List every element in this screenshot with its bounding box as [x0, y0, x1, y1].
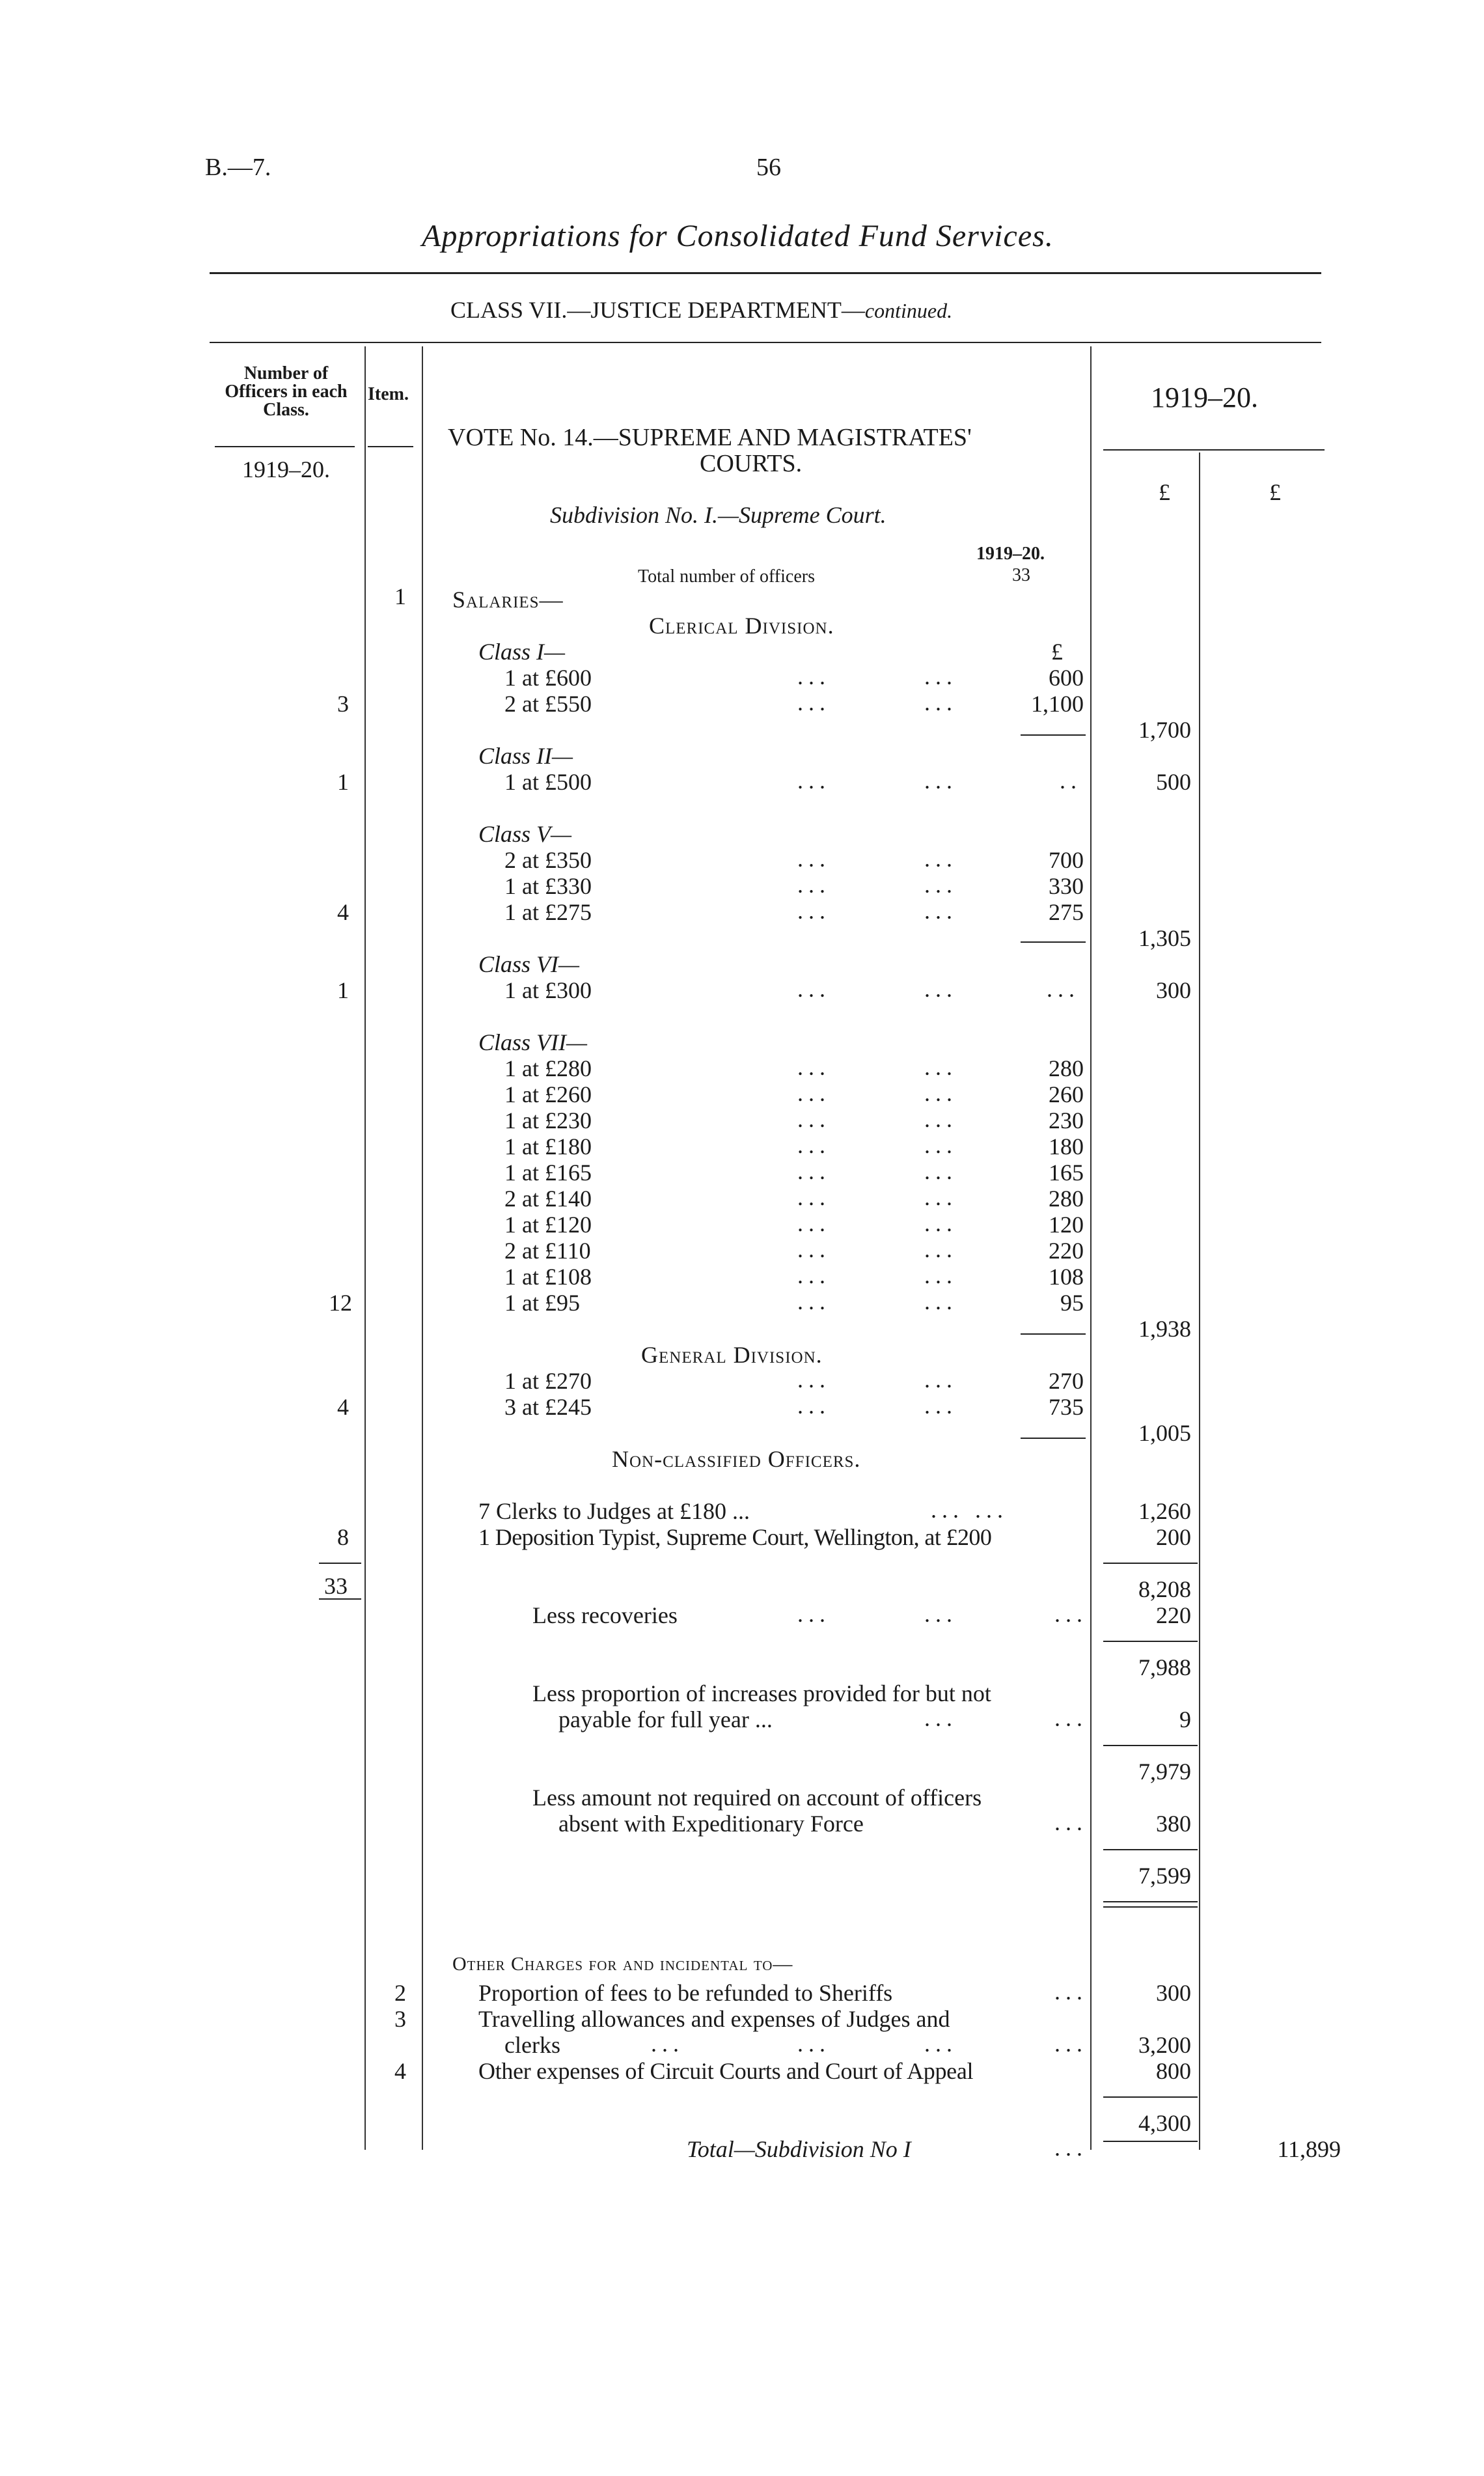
- pound-col-1: £: [1159, 479, 1170, 505]
- leader-dots: ...: [924, 846, 957, 872]
- title-rule: [210, 272, 1321, 274]
- sum-rule: [1103, 1906, 1198, 1908]
- class-1-amount-1: 600: [1049, 665, 1084, 691]
- subdivision-title: Subdivision No. I.—Supreme Court.: [550, 502, 886, 528]
- item-header-rule: [368, 446, 413, 447]
- leader-dots: ...: [797, 1393, 831, 1419]
- leader-dots: ...: [797, 1288, 831, 1315]
- item-number: 1: [394, 583, 406, 609]
- leader-dots: ...: [797, 768, 831, 794]
- item-2-number: 2: [394, 1980, 406, 2006]
- leader-dots: ..: [1060, 768, 1082, 794]
- class-1-count: 3: [337, 691, 349, 717]
- leader-dots: ...: [924, 872, 957, 898]
- item-2-text: Proportion of fees to be refunded to Sheriffs: [478, 1980, 893, 2006]
- leader-dots: ...: [797, 663, 831, 689]
- less-absent-label: Less amount not required on account of officers: [532, 1785, 982, 1811]
- typist-row: 1 Deposition Typist, Supreme Court, Wellington, at £200: [478, 1524, 992, 1550]
- leader-dots: ...: [924, 1367, 957, 1393]
- class-1-row-1: 1 at £600: [504, 665, 592, 691]
- sum-rule: [1021, 1438, 1086, 1439]
- other-charges-heading: Other Charges for and incidental to—: [452, 1953, 793, 1975]
- sum-rule: [1103, 2096, 1198, 2098]
- class-7-amount: 120: [1049, 1212, 1084, 1238]
- leader-dots: ...: [924, 1080, 957, 1106]
- item-2-amount: 300: [1156, 1980, 1191, 2006]
- general-amount-1: 270: [1049, 1368, 1084, 1394]
- class-2-count: 1: [337, 769, 349, 795]
- item-column-header: Item.: [368, 384, 409, 404]
- salaries-subtotal: 8,208: [1138, 1576, 1191, 1602]
- less-recoveries-label: Less recoveries: [532, 1602, 678, 1628]
- item-4-text: Other expenses of Circuit Courts and Court of Appeal: [478, 2058, 974, 2084]
- page-number: 56: [756, 154, 781, 181]
- item-3-text-2: clerks: [504, 2032, 560, 2058]
- page-title: Appropriations for Consolidated Fund Services.: [422, 219, 1054, 253]
- subdivision-total-label: Total—Subdivision No I: [687, 2136, 911, 2162]
- leader-dots: ...: [797, 1158, 831, 1184]
- sum-rule: [1021, 1333, 1086, 1335]
- officers-count-year: 1919–20.: [976, 544, 1045, 564]
- leader-dots: ...: [924, 1158, 957, 1184]
- after-recoveries: 7,988: [1138, 1654, 1191, 1680]
- class-6-row: 1 at £300: [504, 977, 592, 1003]
- less-proportion-label: Less proportion of increases provided for but not: [532, 1680, 991, 1706]
- clerical-heading: Clerical Division.: [649, 613, 834, 639]
- leader-dots: ...: [797, 898, 831, 924]
- total-officers-label: Total number of officers: [638, 566, 815, 587]
- class-7-row: 1 at £230: [504, 1107, 592, 1134]
- class-7-total: 1,938: [1138, 1316, 1191, 1342]
- class-7-amount: 260: [1049, 1081, 1084, 1107]
- item-3-text: Travelling allowances and expenses of Judges and: [478, 2006, 950, 2032]
- officers-header-rule: [215, 446, 355, 447]
- class-6-label: Class VI—: [478, 951, 580, 977]
- leader-dots: ...: [924, 1705, 957, 1731]
- after-proportion: 7,979: [1138, 1759, 1191, 1785]
- class-5-count: 4: [337, 899, 349, 925]
- page-ref: B.—7.: [205, 154, 271, 181]
- class-7-row: 1 at £280: [504, 1055, 592, 1081]
- class-7-row: 2 at £110: [504, 1238, 591, 1264]
- salaries-total: 7,599: [1138, 1863, 1191, 1889]
- general-row-1: 1 at £270: [504, 1368, 592, 1394]
- class-5-total: 1,305: [1138, 925, 1191, 951]
- col-rule-item: [422, 346, 423, 2150]
- sum-rule: [1103, 2141, 1198, 2142]
- class-5-row-3: 1 at £275: [504, 899, 592, 925]
- class-1-amount-2: 1,100: [1031, 691, 1084, 717]
- leader-dots: ...: [924, 1288, 957, 1315]
- class-7-amount: 108: [1049, 1264, 1084, 1290]
- class-2-label: Class II—: [478, 743, 573, 769]
- class-5-amount-3: 275: [1049, 899, 1084, 925]
- leader-dots: ...: [924, 1054, 957, 1080]
- leader-dots: ...: [797, 1054, 831, 1080]
- class-7-amount: 220: [1049, 1238, 1084, 1264]
- leader-dots: ...: [797, 846, 831, 872]
- leader-dots: ...: [924, 1601, 957, 1627]
- nonclassified-heading: Non-classified Officers.: [612, 1446, 861, 1472]
- officers-sum-rule: [319, 1598, 361, 1600]
- general-count: 4: [337, 1394, 349, 1420]
- class-5-amount-2: 330: [1049, 873, 1084, 899]
- year-rule: [1103, 449, 1325, 451]
- general-total: 1,005: [1138, 1420, 1191, 1446]
- leader-dots: ...: [924, 898, 957, 924]
- class-7-row: 1 at £165: [504, 1160, 592, 1186]
- leader-dots: ...: [797, 1210, 831, 1236]
- leader-dots: ...: [924, 1106, 957, 1132]
- class-7-amount: 180: [1049, 1134, 1084, 1160]
- less-proportion-label-2: payable for full year ...: [558, 1706, 773, 1732]
- leader-dots: ...: [1054, 1979, 1088, 2005]
- leader-dots: ...: [924, 1262, 957, 1288]
- officers-year: 1919–20.: [242, 456, 330, 482]
- class-7-row: 1 at £120: [504, 1212, 592, 1238]
- leader-dots: ...: [924, 768, 957, 794]
- class-6-total: 300: [1156, 977, 1191, 1003]
- leader-dots: ...: [797, 1262, 831, 1288]
- leader-dots: ...: [797, 1106, 831, 1132]
- class-6-count: 1: [337, 977, 349, 1003]
- leader-dots: ...: [1054, 1809, 1088, 1835]
- item-4-number: 4: [394, 2058, 406, 2084]
- vote-title-2: COURTS.: [700, 450, 803, 477]
- leader-dots: ...: [797, 1184, 831, 1210]
- year-column-header: 1919–20.: [1151, 382, 1258, 413]
- total-officers-value: 33: [1012, 565, 1030, 585]
- absent-amount: 380: [1156, 1811, 1191, 1837]
- sum-rule: [1021, 941, 1086, 943]
- leader-dots: ...: [924, 976, 957, 1002]
- recoveries-amount: 220: [1156, 1602, 1191, 1628]
- pound-sign: £: [1051, 639, 1063, 665]
- class-2-total: 500: [1156, 769, 1191, 795]
- class-2-row: 1 at £500: [504, 769, 592, 795]
- class-1-label: Class I—: [478, 639, 566, 665]
- class-7-amount: 280: [1049, 1186, 1084, 1212]
- leader-dots: ...: [797, 1601, 831, 1627]
- sum-rule: [1021, 734, 1086, 736]
- item-3-number: 3: [394, 2006, 406, 2032]
- officers-total: 33: [324, 1573, 348, 1599]
- class-7-count: 12: [329, 1290, 352, 1316]
- officers-column-header: Number of Officers in each Class.: [225, 363, 348, 420]
- typist-amount: 200: [1156, 1524, 1191, 1550]
- class-7-row: 1 at £95: [504, 1290, 580, 1316]
- pound-col-2: £: [1269, 479, 1281, 505]
- officers-sum-rule: [319, 1563, 361, 1564]
- sum-rule: [1103, 1901, 1198, 1902]
- class-7-row: 1 at £108: [504, 1264, 592, 1290]
- leader-dots: ...: [1054, 1601, 1088, 1627]
- class-7-label: Class VII—: [478, 1029, 588, 1055]
- sum-rule: [1103, 1849, 1198, 1850]
- clerks-amount: 1,260: [1138, 1498, 1191, 1524]
- leader-dots: ...: [797, 2031, 831, 2057]
- general-amount-2: 735: [1049, 1394, 1084, 1420]
- leader-dots: ...: [797, 1367, 831, 1393]
- proportion-amount: 9: [1179, 1706, 1191, 1732]
- leader-dots: ...: [1054, 1705, 1088, 1731]
- leader-dots: ...: [797, 689, 831, 716]
- subdivision-total: 11,899: [1277, 2136, 1341, 2162]
- sum-rule: [1103, 1563, 1198, 1564]
- class-5-label: Class V—: [478, 821, 572, 847]
- class-7-row: 1 at £180: [504, 1134, 592, 1160]
- class-7-row: 1 at £260: [504, 1081, 592, 1107]
- leader-dots: ...: [924, 1393, 957, 1419]
- leader-dots: ...: [924, 1210, 957, 1236]
- general-row-2: 3 at £245: [504, 1394, 592, 1420]
- leader-dots: ...: [924, 663, 957, 689]
- clerks-row: 7 Clerks to Judges at £180 ...: [478, 1498, 750, 1524]
- class-heading: CLASS VII.—JUSTICE DEPARTMENT—continued.: [450, 297, 953, 323]
- less-absent-label-2: absent with Expeditionary Force: [558, 1811, 864, 1837]
- leader-dots: ...: [1054, 2135, 1088, 2161]
- leader-dots: ...: [924, 1184, 957, 1210]
- leader-dots: ... ...: [931, 1497, 1008, 1523]
- class-1-total: 1,700: [1138, 717, 1191, 743]
- class-7-amount: 230: [1049, 1107, 1084, 1134]
- col-rule-text: [1090, 346, 1092, 2150]
- leader-dots: ...: [1054, 2031, 1088, 2057]
- sum-rule: [1103, 1641, 1198, 1642]
- leader-dots: ...: [651, 2031, 684, 2057]
- class-7-row: 2 at £140: [504, 1186, 592, 1212]
- leader-dots: ...: [924, 2031, 957, 2057]
- col-rule-officers: [364, 346, 366, 2150]
- class-7-amount: 280: [1049, 1055, 1084, 1081]
- class-7-amount: 95: [1060, 1290, 1084, 1316]
- leader-dots: ...: [797, 1236, 831, 1262]
- leader-dots: ...: [924, 689, 957, 716]
- salaries-heading: Salaries—: [452, 587, 564, 613]
- leader-dots: ...: [1047, 976, 1080, 1002]
- class-1-row-2: 2 at £550: [504, 691, 592, 717]
- class-5-row-1: 2 at £350: [504, 847, 592, 873]
- item-4-amount: 800: [1156, 2058, 1191, 2084]
- leader-dots: ...: [924, 1236, 957, 1262]
- col-rule-amount: [1199, 452, 1200, 2150]
- class-5-row-2: 1 at £330: [504, 873, 592, 899]
- leader-dots: ...: [797, 1080, 831, 1106]
- nonclassified-count: 8: [337, 1524, 349, 1550]
- class-5-amount-1: 700: [1049, 847, 1084, 873]
- other-charges-total: 4,300: [1138, 2110, 1191, 2136]
- leader-dots: ...: [924, 1132, 957, 1158]
- sum-rule: [1103, 1745, 1198, 1746]
- leader-dots: ...: [797, 976, 831, 1002]
- leader-dots: ...: [797, 872, 831, 898]
- leader-dots: ...: [797, 1132, 831, 1158]
- class-7-amount: 165: [1049, 1160, 1084, 1186]
- vote-title: VOTE No. 14.—SUPREME AND MAGISTRATES': [448, 424, 972, 451]
- item-3-amount: 3,200: [1138, 2032, 1191, 2058]
- heading-rule: [210, 342, 1321, 343]
- general-heading: General Division.: [641, 1342, 823, 1368]
